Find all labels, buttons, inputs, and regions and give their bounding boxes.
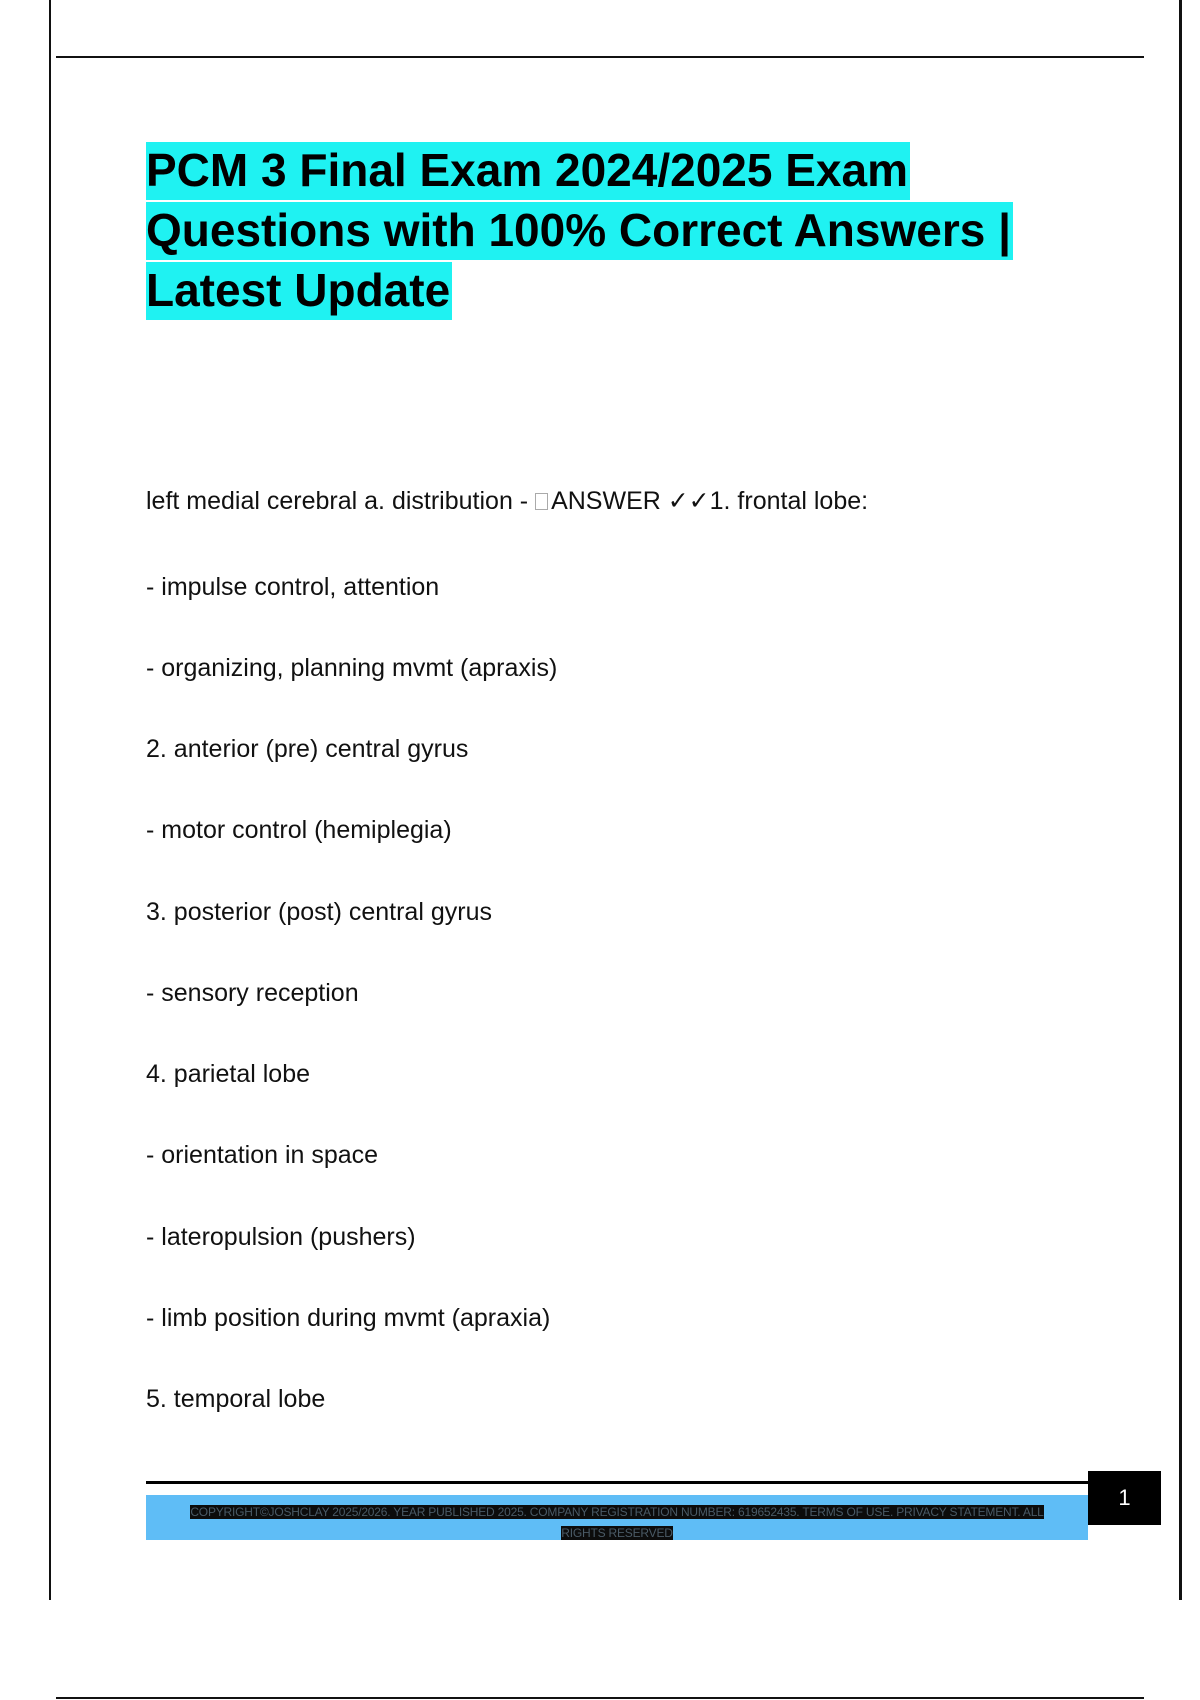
list-item: - orientation in space [146, 1141, 379, 1169]
footer-copyright-band [146, 1495, 1088, 1540]
list-item: 5. temporal lobe [146, 1385, 326, 1413]
list-item: 4. parietal lobe [146, 1060, 311, 1088]
title-highlight: PCM 3 Final Exam 2024/2025 Exam Questions with 100% Correct Answers | Latest Update [146, 142, 1013, 320]
question-prefix: left medial cerebral a. distribution - [146, 487, 536, 515]
question-answer: ANSWER ✓✓1. frontal lobe: [551, 487, 869, 515]
footer-rule [146, 1481, 1088, 1484]
list-item: - motor control (hemiplegia) [146, 816, 452, 844]
page-number: 1 [1088, 1471, 1161, 1525]
document-title [146, 140, 1086, 320]
top-rule [56, 56, 1144, 58]
footer-copyright-text [170, 1502, 1064, 1544]
list-item: - lateropulsion (pushers) [146, 1223, 416, 1251]
list-item: - limb position during mvmt (apraxia) [146, 1304, 551, 1332]
missing-glyph-icon [535, 493, 548, 510]
question-line [146, 486, 868, 516]
list-item: 2. anterior (pre) central gyrus [146, 735, 469, 763]
list-item: - sensory reception [146, 979, 359, 1007]
list-item: 3. posterior (post) central gyrus [146, 898, 492, 926]
footer-copyright: COPYRIGHT©JOSHCLAY 2025/2026. YEAR PUBLISHED 2025. COMPANY REGISTRATION NUMBER: 619652435. TERMS OF USE. PRIVACY STATEMENT. ALL RIGHTS RESERVED [190, 1505, 1044, 1540]
list-item: - impulse control, attention [146, 573, 440, 601]
list-item: - organizing, planning mvmt (apraxis) [146, 654, 558, 682]
next-page-top-rule [56, 1697, 1144, 1699]
